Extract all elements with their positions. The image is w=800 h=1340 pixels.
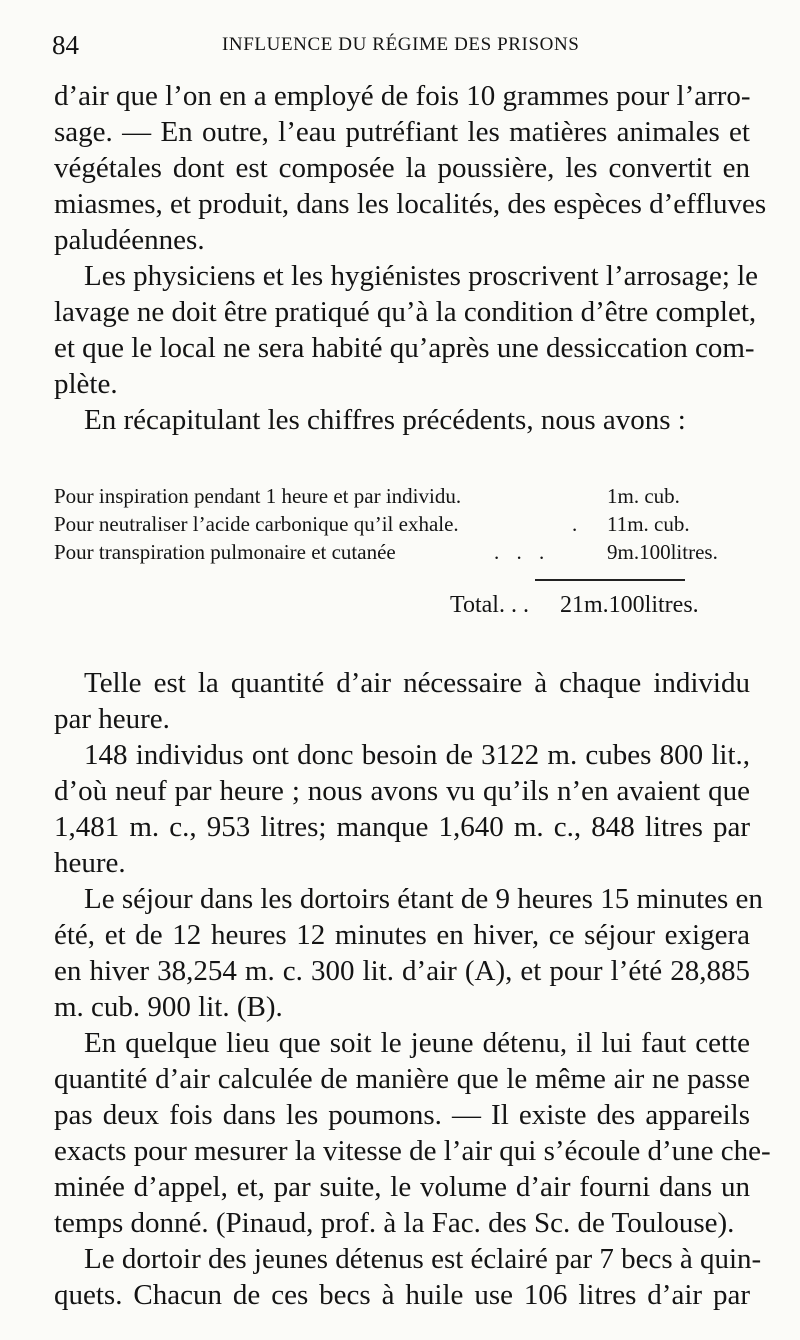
paragraph-start: 148 individus ont donc besoin de 3122 m. cubes 800 lit., bbox=[84, 739, 750, 771]
text-line: heure. bbox=[54, 847, 126, 879]
text-line: miasmes, et produit, dans les localités, des espèces d’effluves bbox=[54, 188, 767, 220]
text-line: temps donné. (Pinaud, prof. à la Fac. des Sc. de Toulouse). bbox=[54, 1207, 735, 1239]
paragraph-start: Les physiciens et les hygiénistes proscrivent l’arrosage; le bbox=[84, 260, 759, 292]
text-line: d’air que l’on en a employé de fois 10 grammes pour l’arro- bbox=[54, 80, 751, 112]
text-line: m. cub. 900 lit. (B). bbox=[54, 991, 283, 1023]
text-line: plète. bbox=[54, 368, 118, 400]
text-line: pas deux fois dans les poumons. — Il existe des appareils bbox=[54, 1099, 750, 1131]
row-value: 1m. cub. bbox=[607, 484, 680, 508]
text-line: par heure. bbox=[54, 703, 170, 735]
row-dots: . . . bbox=[494, 540, 551, 564]
text-line: quets. Chacun de ces becs à huile use 106 litres d’air par bbox=[54, 1279, 750, 1311]
text-line: paludéennes. bbox=[54, 224, 205, 256]
table-row bbox=[54, 512, 754, 538]
row-dots: . bbox=[572, 512, 584, 536]
table-row bbox=[54, 540, 754, 566]
row-value: 9m.100litres. bbox=[607, 540, 718, 564]
text-line: et que le local ne sera habité qu’après une dessiccation com- bbox=[54, 332, 755, 364]
text-line: quantité d’air calculée de manière que le même air ne passe bbox=[54, 1063, 750, 1095]
text-line: été, et de 12 heures 12 minutes en hiver, ce séjour exigera bbox=[54, 919, 750, 951]
text-line: 1,481 m. c., 953 litres; manque 1,640 m. c., 848 litres par bbox=[54, 811, 750, 843]
text-line: sage. — En outre, l’eau putréfiant les matières animales et bbox=[54, 116, 750, 148]
row-value: 11m. cub. bbox=[607, 512, 690, 536]
row-label: Pour neutraliser l’acide carbonique qu’il exhale. bbox=[54, 512, 459, 536]
paragraph-start: En quelque lieu que soit le jeune détenu, il lui faut cette bbox=[84, 1027, 750, 1059]
text-line: en hiver 38,254 m. c. 300 lit. d’air (A), et pour l’été 28,885 bbox=[54, 955, 750, 987]
paragraph-start: Telle est la quantité d’air nécessaire à chaque individu bbox=[84, 667, 750, 699]
total-row bbox=[450, 592, 699, 622]
page-header bbox=[52, 30, 752, 60]
paragraph-start: Le dortoir des jeunes détenus est éclairé par 7 becs à quin- bbox=[84, 1243, 762, 1275]
table-row bbox=[54, 484, 754, 510]
text-line: lavage ne doit être pratiqué qu’à la condition d’être complet, bbox=[54, 296, 757, 328]
text-line: d’où neuf par heure ; nous avons vu qu’ils n’en avaient que bbox=[54, 775, 750, 807]
paragraph-start: En récapitulant les chiffres précédents, nous avons : bbox=[84, 404, 686, 436]
page-number: 84 bbox=[52, 30, 79, 60]
text-line: exacts pour mesurer la vitesse de l’air qui s’écoule d’une che- bbox=[54, 1135, 771, 1167]
row-label: Pour transpiration pulmonaire et cutanée bbox=[54, 540, 396, 564]
paragraph-start: Le séjour dans les dortoirs étant de 9 heures 15 minutes en bbox=[84, 883, 763, 915]
row-label: Pour inspiration pendant 1 heure et par individu. bbox=[54, 484, 462, 508]
total-label: Total. . . bbox=[450, 592, 529, 618]
running-head: INFLUENCE DU RÉGIME DES PRISONS bbox=[222, 34, 580, 55]
text-line: minée d’appel, et, par suite, le volume d’air fourni dans un bbox=[54, 1171, 750, 1203]
total-value: 21m.100litres. bbox=[560, 592, 699, 618]
total-rule bbox=[535, 579, 685, 581]
text-line: végétales dont est composée la poussière, les convertit en bbox=[54, 152, 750, 184]
